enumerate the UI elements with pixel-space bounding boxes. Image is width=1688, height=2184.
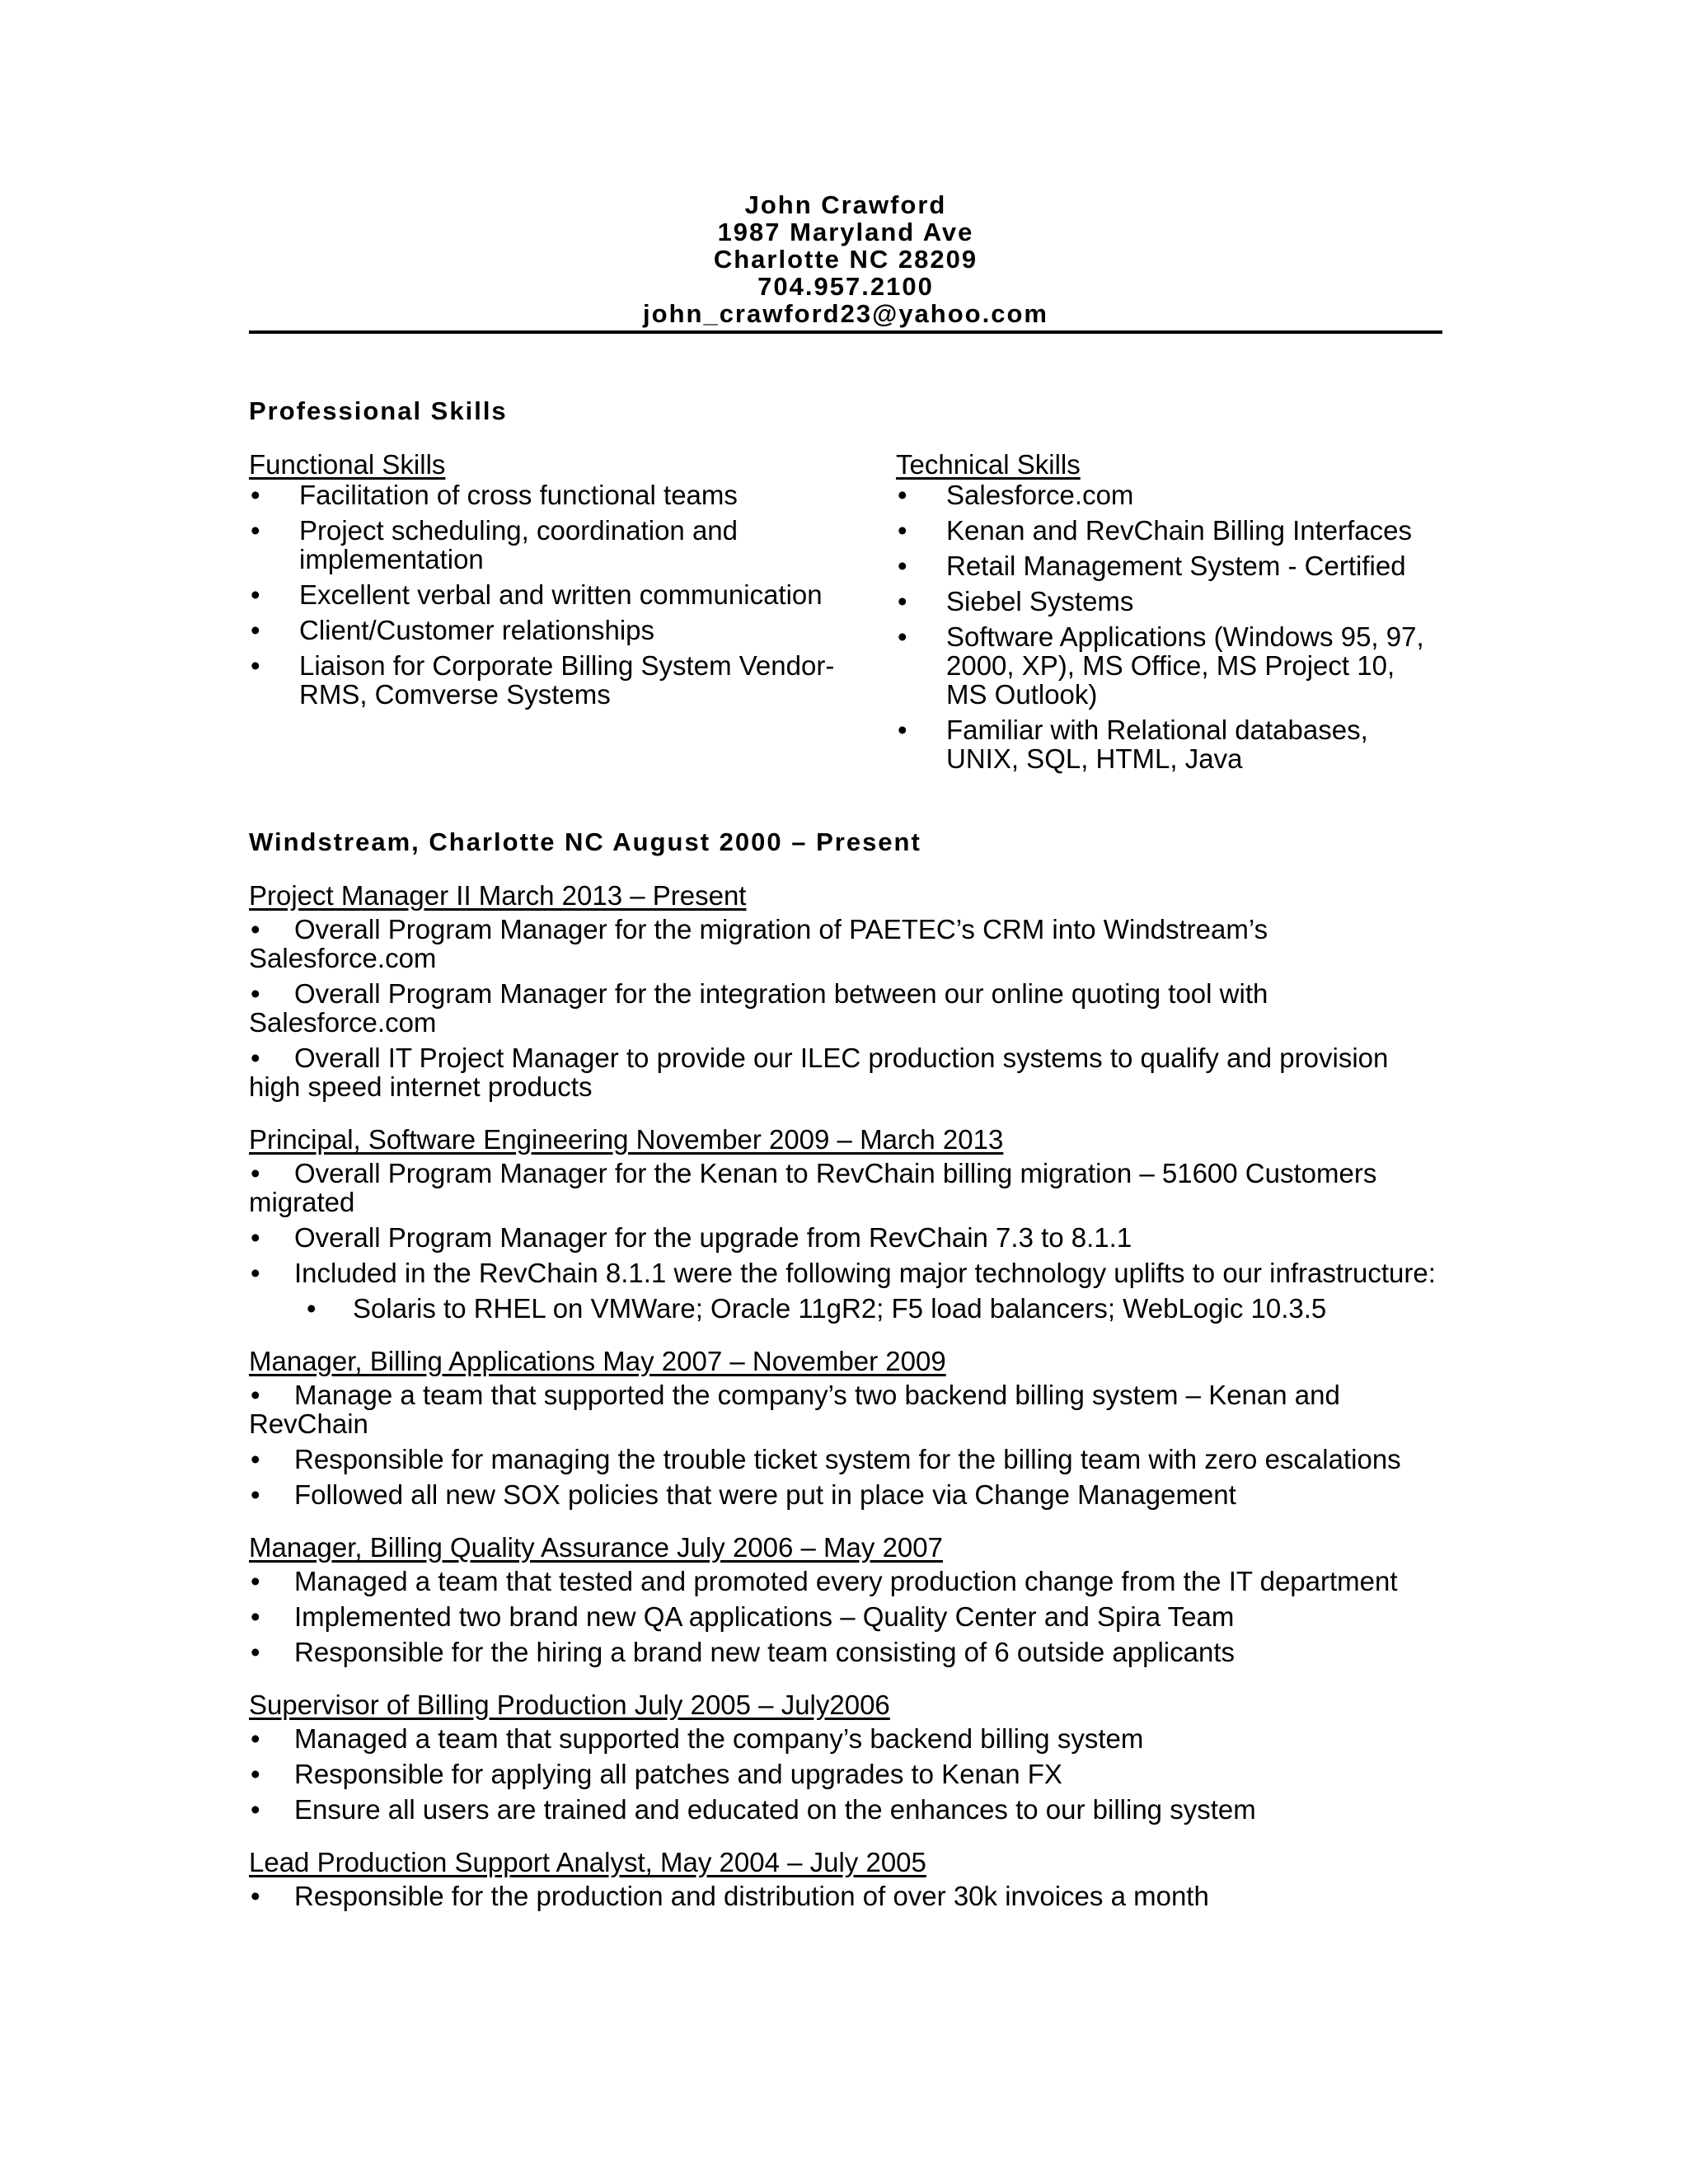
employer-section-title: Windstream, Charlotte NC August 2000 – Present — [249, 827, 921, 856]
job-entry — [249, 1532, 1442, 1666]
job-title: Lead Production Support Analyst, May 2004 – July 2005 — [249, 1847, 926, 1877]
list-item: • Followed all new SOX policies that were put in place via Change Management — [251, 1479, 1236, 1510]
job-title: Manager, Billing Applications May 2007 – November 2009 — [249, 1346, 946, 1376]
job-duties-list — [249, 915, 1442, 1101]
bullet-icon: • — [251, 1794, 260, 1825]
candidate-name: John Crawford — [744, 190, 947, 219]
job-title: Project Manager II March 2013 – Present — [249, 880, 747, 911]
list-item: • Software Applications (Windows 95, 97, 2000, XP), MS Office, MS Project 10, MS Outlook) — [898, 621, 1424, 710]
bullet-icon: • — [251, 579, 260, 610]
list-item: • Included in the RevChain 8.1.1 were the following major technology uplifts to our infrastructure: — [251, 1258, 1436, 1288]
bullet-icon: • — [251, 650, 260, 681]
list-item: • Ensure all users are trained and educated on the enhances to our billing system — [251, 1794, 1256, 1825]
bullet-icon: • — [307, 1293, 316, 1324]
bullet-icon: • — [251, 1222, 260, 1253]
bullet-icon: • — [251, 1158, 260, 1188]
bullet-icon: • — [251, 1881, 260, 1911]
functional-skills-title: Functional Skills — [249, 449, 446, 480]
skills-section-title: Professional Skills — [249, 396, 508, 425]
bullet-icon: • — [251, 1043, 260, 1073]
bullet-icon: • — [251, 1637, 260, 1667]
job-duties-list — [249, 1159, 1442, 1323]
technical-skills-column — [896, 449, 1442, 780]
list-item: • Kenan and RevChain Billing Interfaces — [898, 515, 1413, 546]
job-duties-list — [249, 1567, 1442, 1666]
list-item: • Overall Program Manager for the integration between our online quoting tool with Salesforce.com — [249, 978, 1268, 1038]
job-duties-list — [249, 1380, 1442, 1509]
list-item: • Salesforce.com — [898, 480, 1134, 510]
list-item: • Responsible for the production and distribution of over 30k invoices a month — [251, 1881, 1209, 1911]
email-address: john_crawford23@yahoo.com — [643, 299, 1048, 328]
phone-number: 704.957.2100 — [757, 272, 934, 301]
list-item: • Responsible for the hiring a brand new team consisting of 6 outside applicants — [251, 1637, 1236, 1667]
list-item: • Client/Customer relationships — [251, 615, 655, 645]
nested-list-item: • Solaris to RHEL on VMWare; Oracle 11gR2; F5 load balancers; WebLogic 10.3.5 — [307, 1293, 1327, 1324]
job-title: Principal, Software Engineering November 2009 – March 2013 — [249, 1124, 1004, 1155]
street-address: 1987 Maryland Ave — [717, 218, 974, 246]
list-item: • Retail Management System - Certified — [898, 551, 1406, 581]
functional-skills-column — [249, 449, 896, 780]
job-entry — [249, 1346, 1442, 1509]
job-history — [249, 880, 1442, 1910]
bullet-icon: • — [898, 480, 907, 510]
list-item: • Liaison for Corporate Billing System Vendor- RMS, Comverse Systems — [251, 650, 835, 710]
bullet-icon: • — [251, 515, 260, 546]
job-duties-list — [249, 1724, 1442, 1824]
bullet-icon: • — [251, 978, 260, 1009]
bullet-icon: • — [251, 1444, 260, 1474]
job-entry — [249, 880, 1442, 1101]
list-item: • Siebel Systems — [898, 586, 1134, 616]
bullet-icon: • — [898, 586, 907, 616]
contact-header — [249, 191, 1442, 334]
bullet-icon: • — [251, 1258, 260, 1288]
bullet-icon: • — [251, 1479, 260, 1510]
bullet-icon: • — [898, 515, 907, 546]
bullet-icon: • — [251, 1380, 260, 1410]
list-item: • Overall Program Manager for the migration of PAETEC’s CRM into Windstream’s Salesforce.com — [249, 914, 1268, 973]
list-item: • Manage a team that supported the company’s two backend billing system – Kenan and RevChain — [249, 1380, 1340, 1439]
job-title: Manager, Billing Quality Assurance July 2006 – May 2007 — [249, 1532, 943, 1563]
list-item: • Managed a team that tested and promoted every production change from the IT department — [251, 1566, 1398, 1596]
bullet-icon: • — [251, 1601, 260, 1632]
list-item: • Managed a team that supported the company’s backend billing system — [251, 1723, 1144, 1754]
list-item: • Project scheduling, coordination and implementation — [251, 515, 738, 574]
bullet-icon: • — [251, 1723, 260, 1754]
functional-skills-list — [249, 480, 896, 709]
bullet-icon: • — [898, 551, 907, 581]
city-state-zip: Charlotte NC 28209 — [713, 245, 978, 274]
list-item: • Overall IT Project Manager to provide our ILEC production systems to qualify and provision high speed internet products — [249, 1043, 1389, 1102]
list-item: • Responsible for applying all patches and upgrades to Kenan FX — [251, 1759, 1062, 1789]
list-item: • Overall Program Manager for the Kenan to RevChain billing migration – 51600 Customers migrated — [249, 1158, 1377, 1217]
resume-page — [249, 191, 1442, 1917]
bullet-icon: • — [251, 615, 260, 645]
list-item: • Overall Program Manager for the upgrade from RevChain 7.3 to 8.1.1 — [251, 1222, 1132, 1253]
list-item: • Excellent verbal and written communication — [251, 579, 823, 610]
list-item: • Implemented two brand new QA applications – Quality Center and Spira Team — [251, 1601, 1235, 1632]
bullet-icon: • — [251, 480, 260, 510]
bullet-icon: • — [898, 715, 907, 745]
list-item: • Facilitation of cross functional teams — [251, 480, 738, 510]
bullet-icon: • — [898, 621, 907, 652]
job-entry — [249, 1124, 1442, 1323]
skills-columns — [249, 449, 1442, 780]
bullet-icon: • — [251, 914, 260, 944]
list-item: • Familiar with Relational databases, UNIX, SQL, HTML, Java — [898, 715, 1368, 774]
technical-skills-list — [896, 480, 1442, 773]
technical-skills-title: Technical Skills — [896, 449, 1081, 480]
list-item: • Responsible for managing the trouble ticket system for the billing team with zero escalations — [251, 1444, 1401, 1474]
job-title: Supervisor of Billing Production July 2005 – July2006 — [249, 1690, 890, 1720]
job-duties-list — [249, 1882, 1442, 1910]
bullet-icon: • — [251, 1566, 260, 1596]
bullet-icon: • — [251, 1759, 260, 1789]
job-entry — [249, 1690, 1442, 1824]
job-entry — [249, 1847, 1442, 1910]
